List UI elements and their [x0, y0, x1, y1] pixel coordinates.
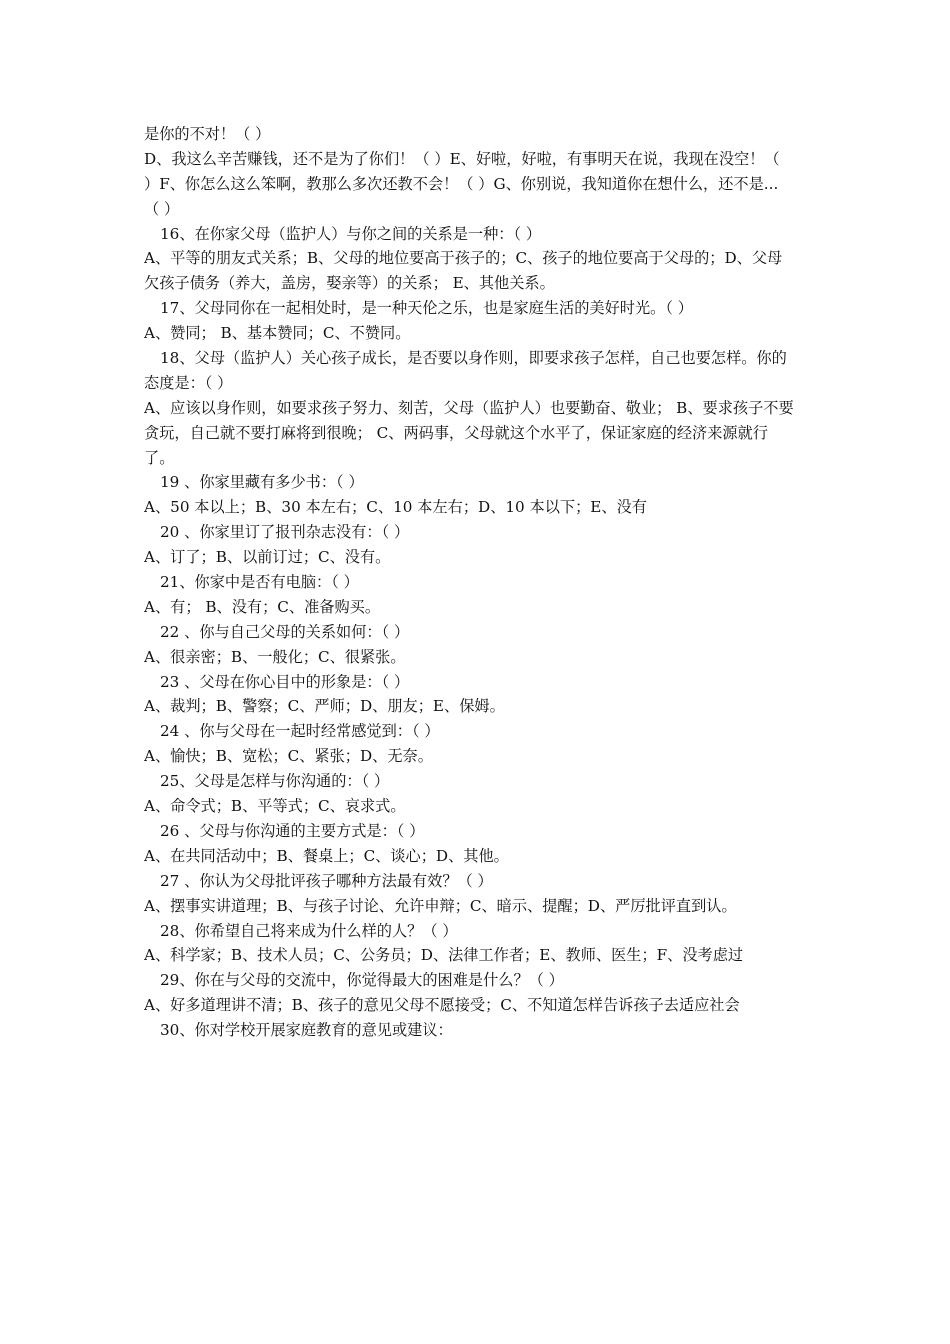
text-line: 贪玩，自己就不要打麻将到很晚； C、两码事，父母就这个水平了，保证家庭的经济来源就行: [144, 423, 768, 442]
text-line: A、50 本以上；B、30 本左右；C、10 本左右；D、10 本以下；E、没有: [144, 498, 647, 517]
text-line: ）F、你怎么这么笨啊，教那么多次还教不会！（ ）G、你别说，我知道你在想什么，还不是...: [144, 174, 779, 193]
question-line: 19 、你家里藏有多少书：（ ）: [160, 473, 364, 492]
text-line: （ ）: [144, 199, 180, 218]
question-line: 16、在你家父母（监护人）与你之间的关系是一种：（ ）: [160, 224, 542, 243]
text-line: A、有； B、没有；C、准备购买。: [144, 597, 381, 616]
text-line: A、应该以身作则，如要求孩子努力、刻苦，父母（监护人）也要勤奋、敬业； B、要求孩子不要: [144, 398, 794, 417]
text-line: A、摆事实讲道理；B、与孩子讨论、允许申辩；C、暗示、提醒；D、严厉批评直到认。: [144, 896, 737, 915]
text-line: A、在共同活动中；B、餐桌上；C、谈心；D、其他。: [144, 846, 509, 865]
document-page: [144, 122, 812, 1043]
text-line: A、订了；B、以前订过；C、没有。: [144, 548, 391, 567]
text-line: A、裁判；B、警察；C、严师；D、朋友；E、保姆。: [144, 697, 505, 716]
question-line: 18、父母（监护人）关心孩子成长，是否要以身作则，即要求孩子怎样，自己也要怎样。你的: [160, 349, 787, 368]
question-line: 26 、父母与你沟通的主要方式是：（ ）: [160, 821, 425, 840]
text-line: 态度是：（ ）: [144, 373, 233, 392]
question-line: 23 、父母在你心目中的形象是：（ ）: [160, 672, 410, 691]
question-line: 29、你在与父母的交流中，你觉得最大的困难是什么？（ ）: [160, 971, 564, 990]
question-line: 21、你家中是否有电脑：（ ）: [160, 573, 359, 592]
question-line: 22 、你与自己父母的关系如何：（ ）: [160, 622, 410, 641]
text-line: A、平等的朋友式关系；B、父母的地位要高于孩子的；C、孩子的地位要高于父母的；D、父母: [144, 249, 783, 268]
question-line: 17、父母同你在一起相处时，是一种天伦之乐，也是家庭生活的美好时光。（ ）: [160, 299, 693, 318]
question-line: 30、你对学校开展家庭教育的意见或建议：: [160, 1021, 453, 1040]
text-line: 了。: [144, 448, 175, 467]
text-line: D、我这么辛苦赚钱，还不是为了你们！（ ）E、好啦，好啦，有事明天在说，我现在没空！（: [144, 149, 780, 168]
text-line: 是你的不对！（ ）: [144, 125, 271, 143]
question-line: 28、你希望自己将来成为什么样的人？（ ）: [160, 921, 458, 940]
question-line: 25、父母是怎样与你沟通的：（ ）: [160, 772, 390, 791]
text-line: A、科学家；B、技术人员；C、公务员；D、法律工作者；E、教师、医生；F、没考虑过: [144, 946, 744, 965]
text-line: A、愉快；B、宽松；C、紧张；D、无奈。: [144, 747, 433, 766]
text-line: 欠孩子债务（养大，盖房，娶亲等）的关系； E、其他关系。: [144, 274, 555, 293]
text-line: A、赞同； B、基本赞同；C、不赞同。: [144, 324, 411, 343]
question-line: 27 、你认为父母批评孩子哪种方法最有效？（ ）: [160, 871, 493, 890]
question-line: 20 、你家里订了报刊杂志没有：（ ）: [160, 523, 410, 542]
text-line: A、很亲密；B、一般化；C、很紧张。: [144, 647, 406, 666]
text-line: A、好多道理讲不清；B、孩子的意见父母不愿接受；C、不知道怎样告诉孩子去适应社会: [144, 996, 740, 1015]
text-line: A、命令式；B、平等式；C、哀求式。: [144, 797, 406, 816]
question-line: 24 、你与父母在一起时经常感觉到：（ ）: [160, 722, 440, 741]
